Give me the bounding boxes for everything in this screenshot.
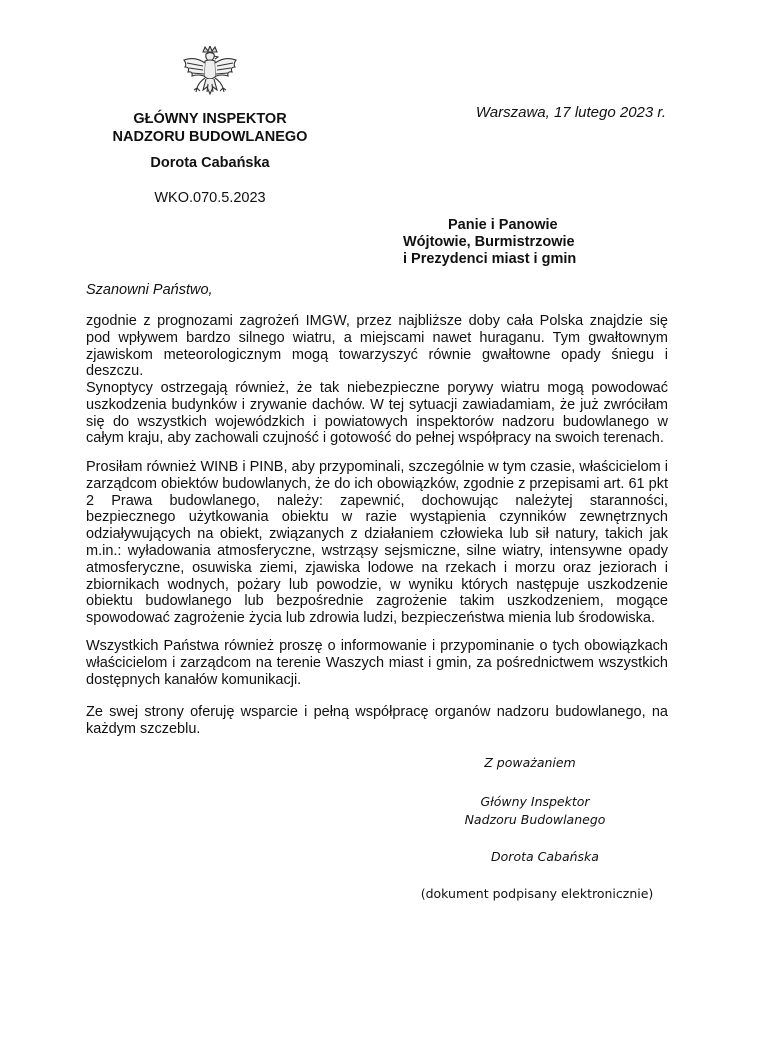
salutation: Szanowni Państwo, xyxy=(86,282,213,298)
body-paragraph: zgodnie z prognozami zagrożeń IMGW, przez najbliższe doby cała Polska znajdzie się pod wpływem bardzo silnego wiatru, a miejscami nawet huraganu. Tym gwałtownym zjawiskom meteorologicznym mogą towarzyszyć równie gwałtowne opady śniegu i deszczu. xyxy=(86,313,668,380)
signatory-title-line2: Nadzoru Budowlanego xyxy=(464,812,606,827)
closing-phrase: Z poważaniem xyxy=(484,755,576,770)
recipient-line3: i Prezydenci miast i gmin xyxy=(403,251,577,267)
body-paragraph: Prosiłam również WINB i PINB, aby przypominali, szczególnie w tym czasie, właścicielom i zarządcom obiektów budowlanych, że do ich obowiązków, zgodnie z przepisami art. 61 pkt 2 Prawa budowlanego, należy: zapewnić, dochowując należytej staranności, bezpiecznego użytkowania obiektu w razie wystąpienia czynników zewnętrznych odziaływujących na obiekt, związanych z działaniem człowieka lub sił natury, takich jak m.in.: wyładowania atmosferyczne, wstrząsy sejsmiczne, silne wiatry, intensywne opady atmosferyczne, osuwiska ziemi, zjawiska lodowe na rzekach i morzu oraz jeziorach i zbiornikach wodnych, pożary lub powodzie, w wyniku których następuje uszkodzenie obiektu budowlanego lub bezpośrednie zagrożenie takim uszkodzeniem, mogące spowodować zagrożenie życia lub zdrowia ludzi, bezpieczeństwa mienia lub środowiska. xyxy=(86,459,668,627)
body-paragraph: Wszystkich Państwa również proszę o informowanie i przypominanie o tych obowiązkach właścicielom i zarządcom na terenie Waszych miast i gmin, za pośrednictwem wszystkich dostępnych kanałów komunikacji. xyxy=(86,638,668,688)
issuer-name: Dorota Cabańska xyxy=(150,155,270,171)
org-title-line1: GŁÓWNY INSPEKTOR xyxy=(133,111,287,127)
reference-number: WKO.070.5.2023 xyxy=(154,190,266,206)
recipient-line2: Wójtowie, Burmistrzowie xyxy=(403,234,575,250)
body-paragraph: Synoptycy ostrzegają również, że tak niebezpieczne porywy wiatru mogą powodować uszkodzenia budynków i zrywanie dachów. W tej sytuacji zawiadamiam, że już zwróciłam się do wszystkich wojewódzkich i powiatowych inspektorów nadzoru budowlanego w całym kraju, aby zachowali czujność i gotowość do pełnej współpracy na swoich terenach. xyxy=(86,380,668,447)
body-paragraph: Ze swej strony oferuję wsparcie i pełną współpracę organów nadzoru budowlanego, na każdym szczeblu. xyxy=(86,704,668,737)
e-signature-note: (dokument podpisany elektronicznie) xyxy=(420,886,654,901)
issuer-block xyxy=(90,110,330,146)
org-title-line2: NADZORU BUDOWLANEGO xyxy=(112,129,308,145)
letter-date: Warszawa, 17 lutego 2023 r. xyxy=(475,104,666,121)
signatory-name: Dorota Cabańska xyxy=(491,849,599,864)
recipient-line1: Panie i Panowie xyxy=(448,217,558,233)
white-eagle-emblem-icon xyxy=(181,46,239,106)
signatory-title-line1: Główny Inspektor xyxy=(480,794,590,809)
signatory-title xyxy=(445,793,625,829)
